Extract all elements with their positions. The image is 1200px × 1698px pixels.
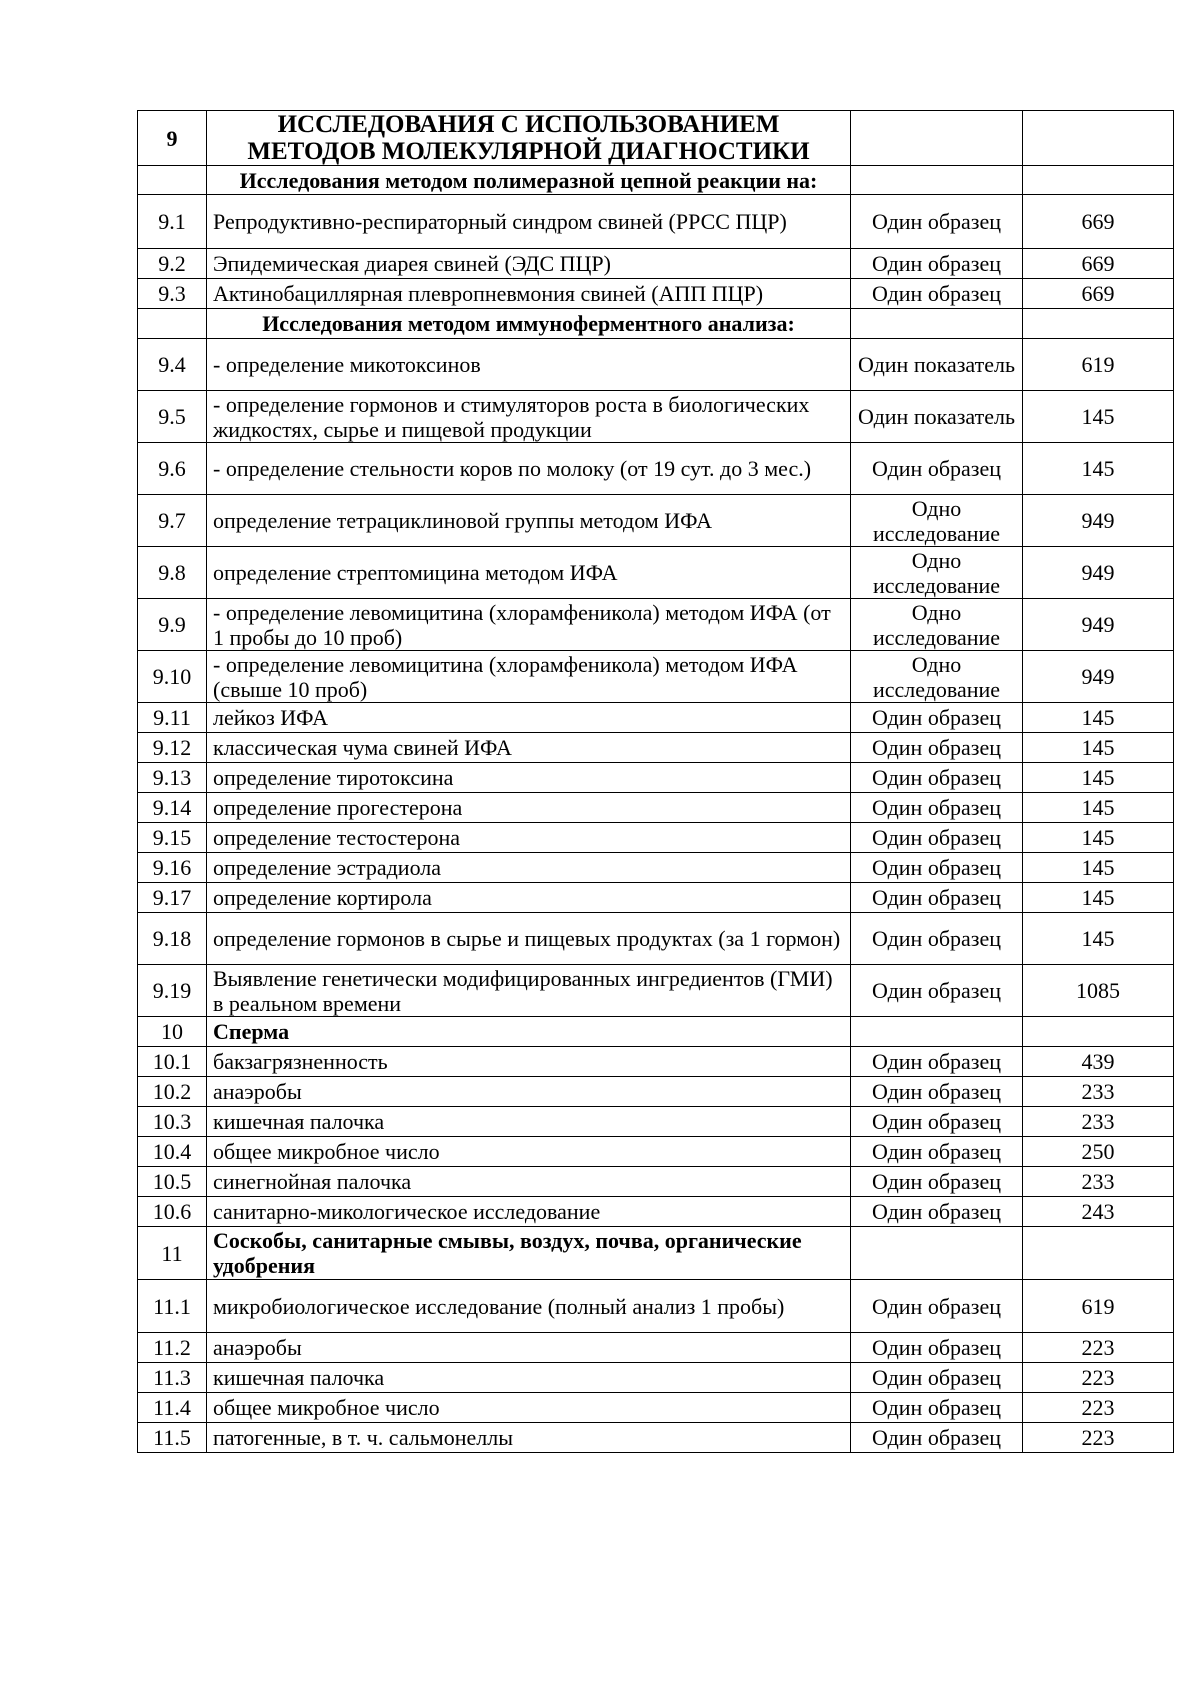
table-row <box>138 599 1174 651</box>
row-number: 10.3 <box>138 1107 207 1137</box>
row-price: 223 <box>1023 1333 1174 1363</box>
row-price: 949 <box>1023 599 1174 651</box>
row-unit: Один образец <box>851 1363 1023 1393</box>
row-price: 145 <box>1023 733 1174 763</box>
table-row <box>138 443 1174 495</box>
row-price: 619 <box>1023 1280 1174 1333</box>
row-description: Исследования методом полимеразной цепной реакции на: <box>207 166 851 195</box>
row-description: - определение гормонов и стимуляторов роста в биологических жидкостях, сырье и пищевой продукции <box>207 391 851 443</box>
row-price <box>1023 166 1174 195</box>
row-description: Выявление генетически модифицированных ингредиентов (ГМИ) в реальном времени <box>207 965 851 1017</box>
row-unit <box>851 166 1023 195</box>
row-number: 9.19 <box>138 965 207 1017</box>
table-row <box>138 1107 1174 1137</box>
row-number: 9.3 <box>138 279 207 309</box>
row-unit: Один образец <box>851 1107 1023 1137</box>
price-table-body <box>138 111 1174 1453</box>
row-price: 145 <box>1023 763 1174 793</box>
row-description: патогенные, в т. ч. сальмонеллы <box>207 1423 851 1453</box>
row-price: 250 <box>1023 1137 1174 1167</box>
row-unit: Одно исследование <box>851 651 1023 703</box>
row-description: микробиологическое исследование (полный анализ 1 пробы) <box>207 1280 851 1333</box>
row-description: лейкоз ИФА <box>207 703 851 733</box>
row-description: Эпидемическая диарея свиней (ЭДС ПЦР) <box>207 249 851 279</box>
row-price: 145 <box>1023 703 1174 733</box>
row-unit <box>851 111 1023 166</box>
subsection-header-row <box>138 166 1174 195</box>
row-number: 11.5 <box>138 1423 207 1453</box>
table-row <box>138 279 1174 309</box>
table-row <box>138 1333 1174 1363</box>
table-row <box>138 1363 1174 1393</box>
row-description: Исследования методом иммуноферментного анализа: <box>207 309 851 339</box>
row-number <box>138 166 207 195</box>
row-description: бакзагрязненность <box>207 1047 851 1077</box>
row-unit: Один образец <box>851 1280 1023 1333</box>
row-unit <box>851 1227 1023 1280</box>
table-row <box>138 823 1174 853</box>
row-description: санитарно-микологическое исследование <box>207 1197 851 1227</box>
row-number: 9.13 <box>138 763 207 793</box>
row-price: 233 <box>1023 1167 1174 1197</box>
row-number: 11.1 <box>138 1280 207 1333</box>
row-description: - определение левомицитина (хлорамфеникола) методом ИФА (свыше 10 проб) <box>207 651 851 703</box>
row-number: 10.2 <box>138 1077 207 1107</box>
row-description: ИССЛЕДОВАНИЯ С ИСПОЛЬЗОВАНИЕМ МЕТОДОВ МОЛЕКУЛЯРНОЙ ДИАГНОСТИКИ <box>207 111 851 166</box>
row-unit: Один образец <box>851 1333 1023 1363</box>
row-unit: Один образец <box>851 1197 1023 1227</box>
subsection-header-row <box>138 309 1174 339</box>
row-price: 233 <box>1023 1107 1174 1137</box>
table-row <box>138 495 1174 547</box>
row-unit: Один образец <box>851 1423 1023 1453</box>
row-number: 11.2 <box>138 1333 207 1363</box>
row-number <box>138 309 207 339</box>
row-unit: Один образец <box>851 249 1023 279</box>
table-row <box>138 547 1174 599</box>
row-number: 10.4 <box>138 1137 207 1167</box>
row-price: 223 <box>1023 1393 1174 1423</box>
row-price: 233 <box>1023 1077 1174 1107</box>
row-unit: Один образец <box>851 1393 1023 1423</box>
table-row <box>138 763 1174 793</box>
row-price <box>1023 309 1174 339</box>
table-row <box>138 195 1174 249</box>
row-price: 1085 <box>1023 965 1174 1017</box>
row-unit: Один образец <box>851 1137 1023 1167</box>
table-row <box>138 1423 1174 1453</box>
row-number: 10.6 <box>138 1197 207 1227</box>
row-description: определение гормонов в сырье и пищевых продуктах (за 1 гормон) <box>207 913 851 965</box>
row-description: Соскобы, санитарные смывы, воздух, почва, органические удобрения <box>207 1227 851 1280</box>
row-description: определение тестостерона <box>207 823 851 853</box>
row-description: Сперма <box>207 1017 851 1047</box>
row-number: 9.4 <box>138 339 207 391</box>
row-unit: Один образец <box>851 913 1023 965</box>
row-price: 949 <box>1023 495 1174 547</box>
row-unit: Один образец <box>851 195 1023 249</box>
table-row <box>138 1280 1174 1333</box>
row-price: 619 <box>1023 339 1174 391</box>
table-row <box>138 965 1174 1017</box>
row-description: определение стрептомицина методом ИФА <box>207 547 851 599</box>
row-price: 669 <box>1023 279 1174 309</box>
table-row <box>138 1077 1174 1107</box>
row-number: 9.8 <box>138 547 207 599</box>
row-description: общее микробное число <box>207 1137 851 1167</box>
row-number: 9.6 <box>138 443 207 495</box>
row-unit: Одно исследование <box>851 547 1023 599</box>
row-unit: Один образец <box>851 823 1023 853</box>
row-unit: Один показатель <box>851 391 1023 443</box>
row-price: 223 <box>1023 1423 1174 1453</box>
row-price: 145 <box>1023 793 1174 823</box>
row-description: классическая чума свиней ИФА <box>207 733 851 763</box>
row-unit: Один образец <box>851 1077 1023 1107</box>
table-row <box>138 249 1174 279</box>
row-unit: Один образец <box>851 853 1023 883</box>
table-row <box>138 793 1174 823</box>
row-unit: Один образец <box>851 733 1023 763</box>
row-description: определение эстрадиола <box>207 853 851 883</box>
row-number: 9.9 <box>138 599 207 651</box>
row-unit: Один образец <box>851 279 1023 309</box>
row-price: 145 <box>1023 823 1174 853</box>
row-unit: Один образец <box>851 793 1023 823</box>
price-table <box>137 110 1174 1453</box>
row-price: 949 <box>1023 651 1174 703</box>
row-number: 9.7 <box>138 495 207 547</box>
row-price: 669 <box>1023 249 1174 279</box>
section-header-row <box>138 1227 1174 1280</box>
row-number: 9.10 <box>138 651 207 703</box>
table-row <box>138 391 1174 443</box>
row-number: 10 <box>138 1017 207 1047</box>
row-price: 145 <box>1023 853 1174 883</box>
row-description: анаэробы <box>207 1333 851 1363</box>
table-row <box>138 883 1174 913</box>
row-unit <box>851 309 1023 339</box>
row-unit: Один образец <box>851 703 1023 733</box>
row-price: 145 <box>1023 913 1174 965</box>
table-row <box>138 1167 1174 1197</box>
row-number: 9.2 <box>138 249 207 279</box>
row-number: 10.1 <box>138 1047 207 1077</box>
row-price: 669 <box>1023 195 1174 249</box>
row-description: анаэробы <box>207 1077 851 1107</box>
row-number: 9.12 <box>138 733 207 763</box>
row-description: определение тиротоксина <box>207 763 851 793</box>
row-description: общее микробное число <box>207 1393 851 1423</box>
table-row <box>138 733 1174 763</box>
row-number: 10.5 <box>138 1167 207 1197</box>
row-unit: Одно исследование <box>851 599 1023 651</box>
row-description: кишечная палочка <box>207 1107 851 1137</box>
row-description: синегнойная палочка <box>207 1167 851 1197</box>
row-price <box>1023 1227 1174 1280</box>
row-description: определение прогестерона <box>207 793 851 823</box>
row-unit: Один образец <box>851 1167 1023 1197</box>
table-row <box>138 1197 1174 1227</box>
row-description: определение кортирола <box>207 883 851 913</box>
row-description: кишечная палочка <box>207 1363 851 1393</box>
row-description: Актинобациллярная плевропневмония свиней (АПП ПЦР) <box>207 279 851 309</box>
row-number: 11.3 <box>138 1363 207 1393</box>
row-description: Репродуктивно-респираторный синдром свиней (РРСС ПЦР) <box>207 195 851 249</box>
row-price: 949 <box>1023 547 1174 599</box>
row-number: 11 <box>138 1227 207 1280</box>
row-unit <box>851 1017 1023 1047</box>
row-number: 9.11 <box>138 703 207 733</box>
table-row <box>138 1393 1174 1423</box>
row-unit: Один показатель <box>851 339 1023 391</box>
row-price: 439 <box>1023 1047 1174 1077</box>
row-price: 243 <box>1023 1197 1174 1227</box>
row-price: 223 <box>1023 1363 1174 1393</box>
row-description: - определение левомицитина (хлорамфеникола) методом ИФА (от 1 пробы до 10 проб) <box>207 599 851 651</box>
row-price <box>1023 111 1174 166</box>
row-unit: Один образец <box>851 1047 1023 1077</box>
row-number: 9.18 <box>138 913 207 965</box>
section-header-row <box>138 111 1174 166</box>
table-row <box>138 651 1174 703</box>
table-row <box>138 339 1174 391</box>
row-price: 145 <box>1023 883 1174 913</box>
table-row <box>138 913 1174 965</box>
row-price: 145 <box>1023 443 1174 495</box>
row-unit: Один образец <box>851 883 1023 913</box>
row-number: 9.14 <box>138 793 207 823</box>
row-description: определение тетрациклиновой группы методом ИФА <box>207 495 851 547</box>
table-row <box>138 1137 1174 1167</box>
row-description: - определение стельности коров по молоку (от 19 сут. до 3 мес.) <box>207 443 851 495</box>
row-number: 9.16 <box>138 853 207 883</box>
row-price: 145 <box>1023 391 1174 443</box>
row-unit: Одно исследование <box>851 495 1023 547</box>
row-unit: Один образец <box>851 965 1023 1017</box>
row-number: 11.4 <box>138 1393 207 1423</box>
row-unit: Один образец <box>851 443 1023 495</box>
row-number: 9.17 <box>138 883 207 913</box>
row-number: 9.15 <box>138 823 207 853</box>
table-row <box>138 853 1174 883</box>
row-price <box>1023 1017 1174 1047</box>
table-row <box>138 703 1174 733</box>
section-header-row <box>138 1017 1174 1047</box>
row-description: - определение микотоксинов <box>207 339 851 391</box>
row-number: 9.1 <box>138 195 207 249</box>
row-number: 9 <box>138 111 207 166</box>
row-number: 9.5 <box>138 391 207 443</box>
table-row <box>138 1047 1174 1077</box>
row-unit: Один образец <box>851 763 1023 793</box>
